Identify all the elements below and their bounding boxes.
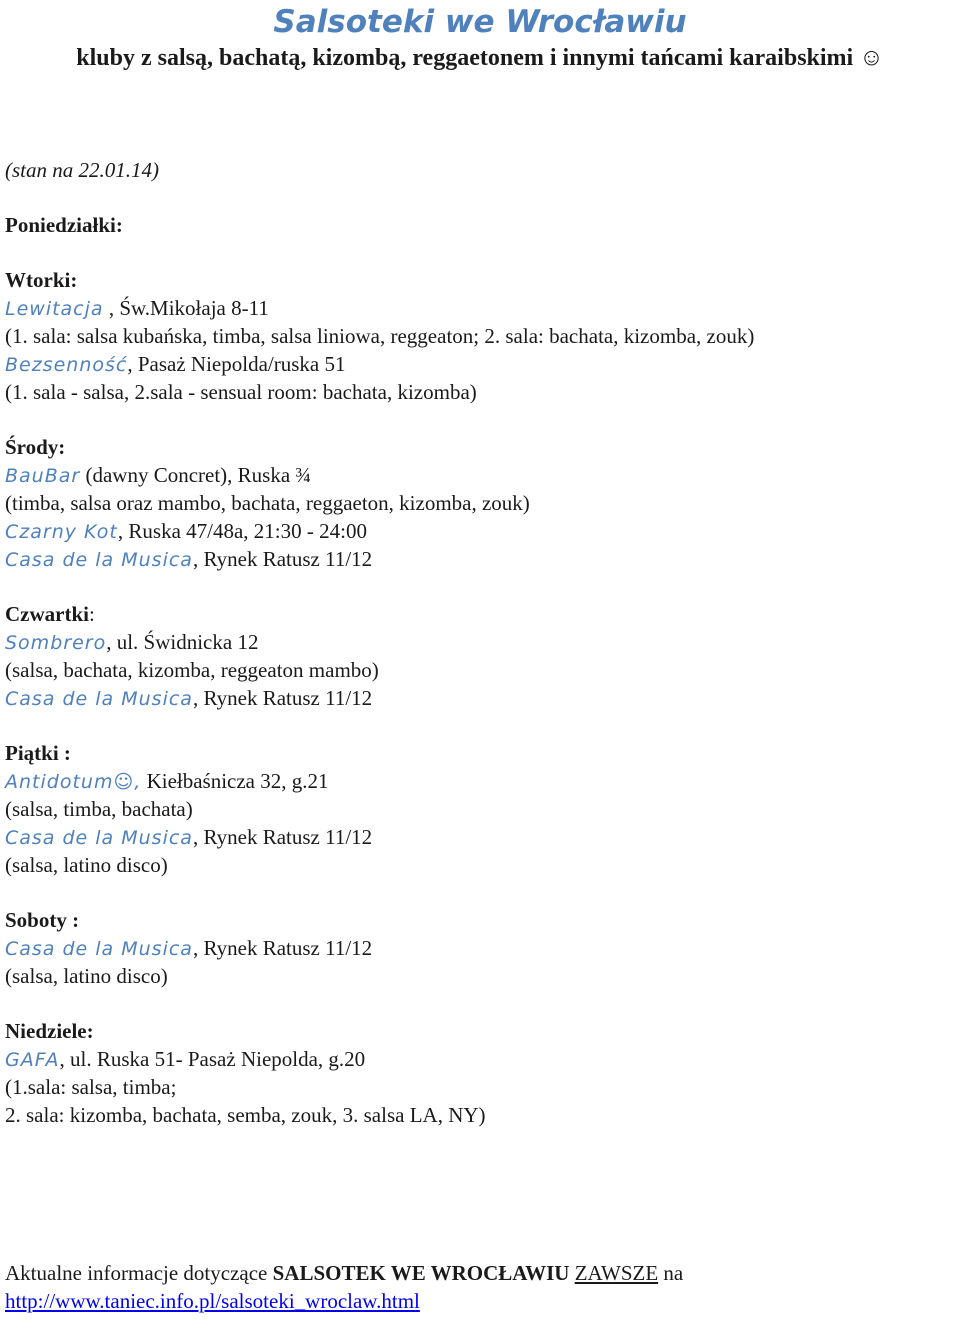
venue-name: Casa de la Musica: [5, 827, 193, 849]
day-heading-sunday: Niedziele:: [5, 1019, 94, 1043]
venue-casa-de-la-musica: [5, 545, 955, 573]
venue-name: Bezsenność: [5, 354, 128, 376]
venue-name: Sombrero: [5, 632, 107, 654]
venue-gafa: [5, 1045, 955, 1073]
page-subtitle: kluby z salsą, bachatą, kizombą, reggaetonem i innymi tańcami karaibskimi ☺: [76, 45, 884, 71]
venue-details: (salsa, latino disco): [5, 964, 168, 988]
footer-note: [5, 1259, 955, 1287]
document-body: [5, 156, 955, 1129]
venue-address: (dawny Concret), Ruska ¾: [80, 463, 312, 487]
venue-details: (salsa, timba, bachata): [5, 797, 193, 821]
venue-details: (salsa, bachata, kizomba, reggeaton mambo): [5, 658, 379, 682]
footer-underlined: ZAWSZE: [574, 1261, 659, 1285]
venue-details: (1. sala - salsa, 2.sala - sensual room: bachata, kizomba): [5, 380, 477, 404]
venue-address: , ul. Ruska 51- Pasaż Niepolda, g.20: [59, 1047, 366, 1071]
venue-name: Casa de la Musica: [5, 549, 193, 571]
venue-address: , ul. Świdnicka 12: [106, 630, 259, 654]
day-heading-tuesday: [5, 266, 955, 294]
venue-name: Lewitacja: [5, 298, 104, 320]
venue-bezsennosc: [5, 350, 955, 378]
venue-name: BauBar: [5, 465, 81, 487]
day-heading-monday: Poniedziałki:: [5, 213, 123, 237]
venue-name: GAFA: [5, 1049, 60, 1071]
venue-address: , Rynek Ratusz 11/12: [192, 686, 373, 710]
venue-address: , Św.Mikołaja 8-11: [103, 296, 269, 320]
footer-text-after: na: [658, 1261, 684, 1285]
venue-czarny-kot: [5, 517, 955, 545]
status-date: [5, 156, 955, 184]
day-heading-saturday: Soboty :: [5, 908, 80, 932]
day-heading-thursday-text: Czwartki: [5, 602, 89, 626]
day-heading-thursday: [5, 600, 955, 628]
venue-details: (1. sala: salsa kubańska, timba, salsa liniowa, reggeaton; 2. sala: bachata, kizomba, zouk): [5, 324, 755, 348]
day-heading-tuesday-text: Wtorki:: [5, 268, 78, 292]
venue-baubar: [5, 461, 955, 489]
venue-details: (1.sala: salsa, timba;: [5, 1075, 177, 1099]
footer-text-before: Aktualne informacje dotyczące: [5, 1261, 273, 1285]
venue-sombrero: [5, 628, 955, 656]
footer-strong: SALSOTEK WE WROCŁAWIU: [272, 1261, 570, 1285]
venue-address: , Pasaż Niepolda/ruska 51: [127, 352, 346, 376]
venue-address: , Rynek Ratusz 11/12: [192, 825, 373, 849]
venue-address: Kiełbaśnicza 32, g.21: [141, 769, 329, 793]
venue-casa-de-la-musica: [5, 934, 955, 962]
venue-details-continued: 2. sala: kizomba, bachata, semba, zouk, 3. salsa LA, NY): [5, 1103, 486, 1127]
venue-name: Casa de la Musica: [5, 688, 193, 710]
day-heading-wednesday: Środy:: [5, 435, 66, 459]
page-title: Salsoteki we Wrocławiu: [273, 4, 687, 40]
venue-name: Casa de la Musica: [5, 938, 193, 960]
venue-name: Antidotum☺,: [5, 771, 142, 793]
venue-name: Czarny Kot: [5, 521, 118, 543]
venue-antidotum: [5, 767, 955, 795]
day-heading-friday: Piątki :: [5, 741, 71, 765]
status-date-text: (stan na 22.01.14): [5, 158, 159, 182]
venue-casa-de-la-musica: [5, 823, 955, 851]
venue-address: , Ruska 47/48a, 21:30 - 24:00: [117, 519, 367, 543]
venue-address: , Rynek Ratusz 11/12: [192, 547, 373, 571]
venue-details: (salsa, latino disco): [5, 853, 168, 877]
venue-lewitacja: [5, 294, 955, 322]
footer: [5, 1259, 955, 1315]
venue-address: , Rynek Ratusz 11/12: [192, 936, 373, 960]
venue-casa-de-la-musica: [5, 684, 955, 712]
footer-link[interactable]: http://www.taniec.info.pl/salsoteki_wroclaw.html: [5, 1289, 420, 1313]
day-heading-thursday-colon: :: [88, 602, 95, 626]
venue-details: (timba, salsa oraz mambo, bachata, reggaeton, kizomba, zouk): [5, 491, 530, 515]
